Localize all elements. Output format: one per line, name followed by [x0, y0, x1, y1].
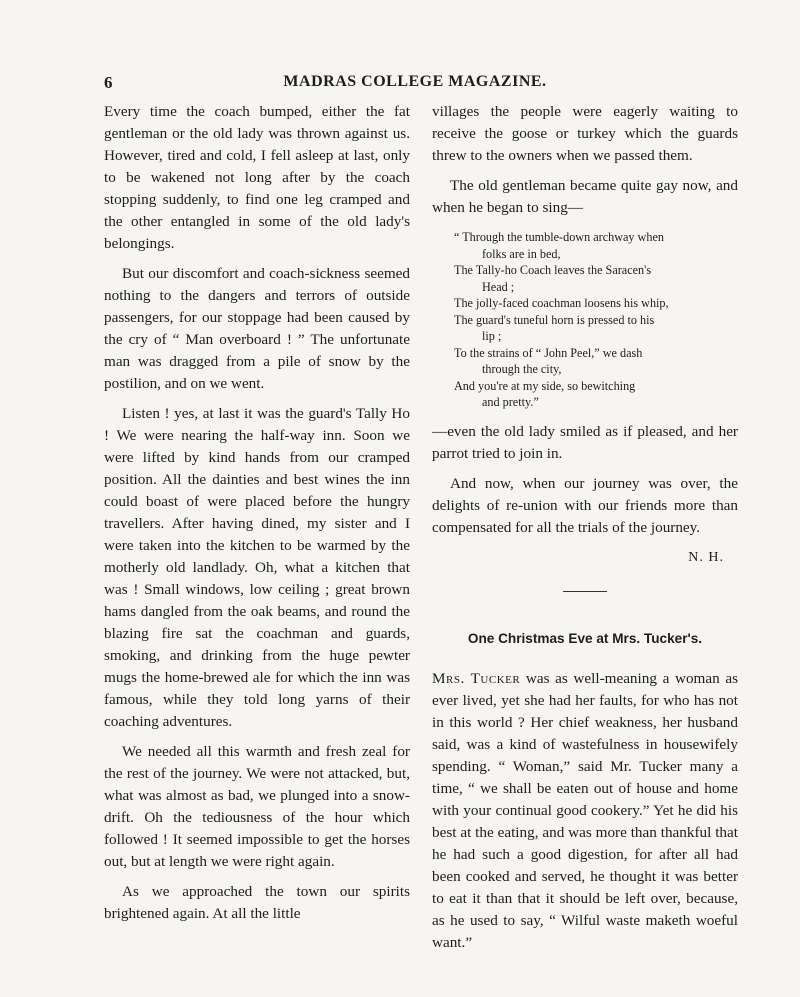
- verse-line: The jolly-faced coachman loosens his whip,: [454, 296, 669, 310]
- paragraph: We needed all this warmth and fresh zeal for the rest of the journey. We were not attacked, but, what was almost as bad, we plunged into a snow-drift. Oh the tediousness of the hour which followed ! It seemed impossible to get the horses out, but at length we were right again.: [104, 743, 410, 870]
- verse-line: To the strains of “ John Peel,” we dash: [454, 345, 643, 360]
- author-signature: N. H.: [688, 549, 724, 565]
- paragraph: As we approached the town our spirits brightened again. At all the little: [104, 883, 410, 922]
- verse-line: The guard's tuneful horn is pressed to his: [454, 312, 655, 327]
- verse-line-continued: lip ;: [482, 329, 502, 343]
- verse-line-continued: and pretty.”: [482, 395, 539, 409]
- paragraph: villages the people were eagerly waiting to receive the goose or turkey which the guards threw to the owners when we passed them.: [432, 103, 738, 164]
- paragraph: Listen ! yes, at last it was the guard's Tally Ho ! We were nearing the half-way inn. Soon we were lifted by kind hands from our cramped position. All the dainties and best wines the inn could boast of were placed before the hungry travellers. After having dined, my sister and I were taken into the kitchen to be warmed by the motherly old landlady. Oh, what a kitchen that was ! Small windows, low ceiling ; great brown hams dangled from the oak beams, and round the blazing fire sat the coachman and guards, smoking, and drinking from the huge pewter mugs the home-brewed ale for which the inn was famous, while they told long yarns of their coaching adventures.: [104, 405, 410, 730]
- section-title: One Christmas Eve at Mrs. Tucker's.: [467, 630, 703, 646]
- verse-line: The Tally-ho Coach leaves the Saracen's: [454, 263, 652, 277]
- paragraph: The old gentleman became quite gay now, and when he began to sing—: [432, 177, 738, 216]
- paragraph-text: was as well-meaning a woman as ever lived, yet she had her faults, for who has not in this world ? Her chief weakness, her husband said, was a kind of wastefulness in housewifely spending. “ Woman,” said Mr. Tucker many a time, “ we shall be eaten out of house and home with your continual good cookery.” Yet he did his best at the eating, and was more than thankful that he had such a good digestion, for after all had been cooked and served, he thought it was better to eat it than that it should be left over, because, as he used to say, “ Wilful waste maketh woeful want.”: [432, 669, 739, 951]
- paragraph: Every time the coach bumped, either the fat gentleman or the old lady was thrown against us. However, tired and cold, I fell asleep at last, only to be wakened not long after by the coach stopping suddenly, to find one leg cramped and the other entangled in some of the old lady's belongings.: [104, 103, 410, 252]
- verse-line-continued: folks are in bed,: [482, 246, 561, 261]
- lead-in-name: Mrs. Tucker: [432, 669, 521, 687]
- paragraph: But our discomfort and coach-sickness seemed nothing to the dangers and terrors of outside passengers, for our stoppage had been caused by the cry of “ Man overboard ! ” The unfortunate man was dragged from a pile of snow by the postilion, and on we went.: [104, 265, 410, 392]
- verse-line: “ Through the tumble-down archway when: [454, 230, 664, 244]
- left-column: [104, 101, 410, 933]
- verse-line-continued: through the city,: [482, 362, 562, 376]
- song-verse: [448, 229, 738, 411]
- running-title: MADRAS COLLEGE MAGAZINE.: [283, 73, 547, 90]
- paragraph: [432, 668, 738, 954]
- verse-line-continued: Head ;: [482, 279, 515, 294]
- page-number: 6: [104, 73, 113, 92]
- verse-line: And you're at my side, so bewitching: [454, 378, 636, 393]
- paragraph: —even the old lady smiled as if pleased, and her parrot tried to join in.: [432, 422, 738, 462]
- section-divider: [563, 591, 607, 592]
- right-column: [432, 101, 738, 962]
- paragraph: And now, when our journey was over, the delights of re-union with our friends more than compensated for all the trials of the journey.: [432, 474, 738, 536]
